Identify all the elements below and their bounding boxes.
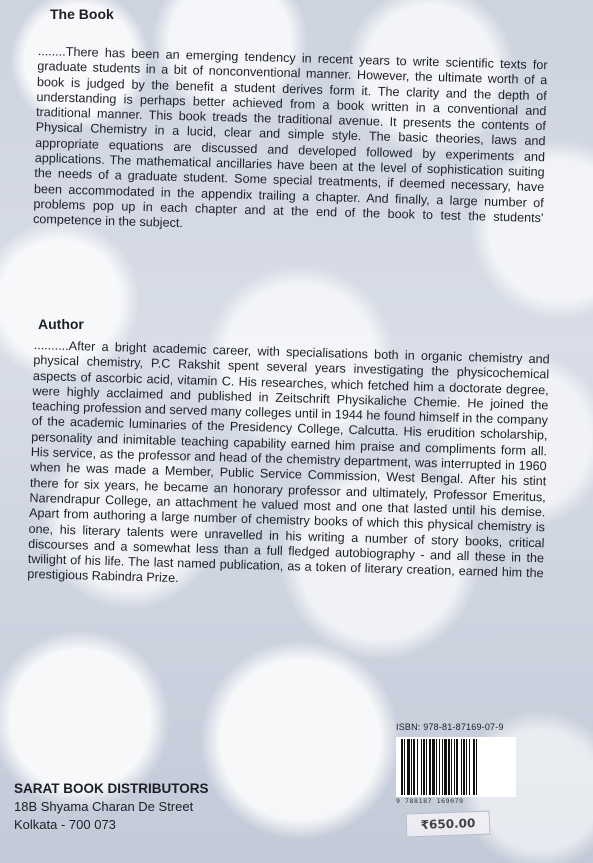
isbn-label: ISBN: 978-81-87169-07-9 xyxy=(396,722,504,732)
author-biography: ..........After a bright academic career, with specialisations both in organic chemistry and physical chemistry, P.C Rakshit spent several years investigating the physicochemical aspects of ascorbic acid, vitamin C. His researches, which fetched him a doctorate degree, were highly acclaimed and published in Zeitschrift Physikaliche Chemie. He joined the teaching profession and served many colleges until in 1944 he found himself in the company of the academic luminaries of the Presidency College, Calcutta. His erudition scholarship, personality and inimitable teaching capability earned him praise and compliments form all. His service, as the professor and head of the chemistry department, was interrupted in 1960 when he was made a Member, Public Service Commission, West Bengal. After his stint there for six years, he became an honorary professor and ultimately, Professor Emeritus, Narendrapur College, an attachment he valued most and one that lasted until his demise. Apart from authoring a large number of chemistry books of which this physical chemistry is one, his literary talents were unravelled in his writing a number of story books, critical discourses and a somewhat less than a full fledged autobiography - and all these in the twilight of his life. The last named publication, as a token of literary creation, earned him the prestigious Rabindra Prize. xyxy=(27,338,550,586)
publisher-address-line2: Kolkata - 700 073 xyxy=(14,817,116,832)
barcode-digits: 9 788187 169079 xyxy=(396,797,464,805)
price-sticker: ₹650.00 xyxy=(406,811,491,838)
publisher-name: SARAT BOOK DISTRIBUTORS xyxy=(14,781,209,796)
book-description: ........There has been an emerging tendency in recent years to write scientific texts for graduate students in a bit of nonconventional manner. However, the ultimate worth of a book is judged by the benefit a student derives form it. The clarity and the depth of understanding is perhaps better achieved from a book written in a conventional and traditional manner. This book treads the traditional avenue. It presents the contents of Physical Chemistry in a lucid, clear and simple style. The basic theories, laws and appropriate equations are discussed and developed followed by experiments and applications. The mathematical ancillaries have been at the level of sophistication suiting the needs of a graduate student. Some special treatments, if deemed necessary, have been accommodated in the appendix trailing a chapter. And finally, a large number of problems pop up in each chapter and at the end of the book to test the students' competence in the subject. xyxy=(32,44,548,231)
isbn-barcode xyxy=(396,737,516,797)
book-heading: The Book xyxy=(50,6,114,22)
publisher-address-line1: 18B Shyama Charan De Street xyxy=(14,799,194,814)
author-heading: Author xyxy=(38,316,84,332)
publisher-block xyxy=(14,780,209,834)
